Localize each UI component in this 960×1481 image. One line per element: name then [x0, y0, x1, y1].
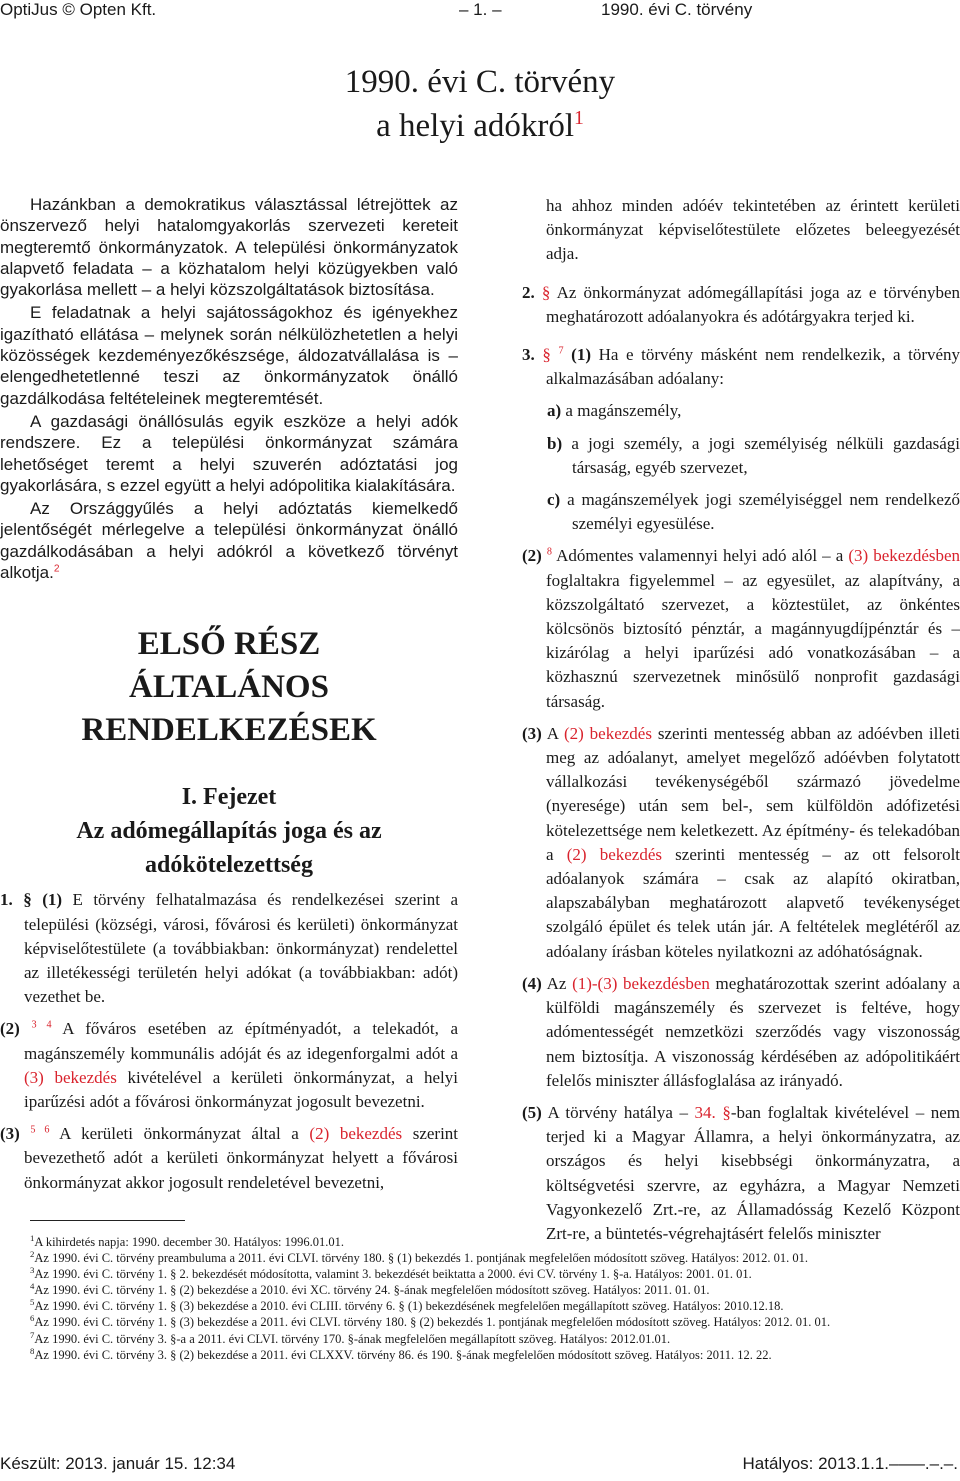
s1-paragraph-3: (3) $^{5 6}$ A kerületi önkormányzat által a (2) bekezdés szerint bevezethető adót a kerületi önkormányzat helyett a fővárosi önkormányzat akkor jogosult rendeletével bevezetni,	[0, 1124, 459, 1192]
preamble-paragraph: Hazánkban a demokratikus választással létrejöttek az önszervező helyi hatalomgyakorlás szervezeti kereteit megteremtő önkormányzatok. A települési önkormányzatok alapvető feladata – a közhatalom helyi közügyekben való gyakorlása mellett – a helyi közszolgáltatások biztosítása.	[0, 195, 458, 300]
footnote: $^2$Az 1990. évi C. törvény preambuluma a 2011. évi CLVI. törvény 180. § (1) bekezdés 1. pontjának megfelelően módosított szöveg. Hatályos: 2012. 01. 01.	[30, 1248, 808, 1266]
list-item-c: c) a magánszemélyek jogi személyiséggel nem rendelkező személyi egyesülése.	[547, 490, 960, 534]
preamble-paragraph: E feladatnak a helyi sajátosságokhoz és igényekhez igazítható ellátása – melynek során nélkülözhetetlen a helyi közösségek kezdeményezőkészsége, áldozatvállalása is – elengedhetetlenné teszi az önkormányzatok önálló gazdálkodása feltételeinek megteremtését.	[0, 303, 458, 408]
footnote: $^3$Az 1990. évi C. törvény 1. § 2. bekezdését módosította, valamint 3. bekezdését beiktatta a 2000. évi CV. törvény 1. §-a. Hatályos: 2001. 01. 01.	[30, 1265, 752, 1282]
cross-reference-link[interactable]: (1)-(3) bekezdésben	[572, 973, 710, 993]
s1-paragraph-2: (2) $^{3 4}$ A főváros esetében az építményadót, a telekadót, a magánszemély kommunális adóját és az idegenforgalmi adót a (3) bekezdés kivételével a kerületi önkormányzat, a helyi iparűzési adót a fővárosi önkormányzat jogosult bevezetni.	[0, 1019, 459, 1111]
section-sign-link[interactable]: §	[541, 282, 551, 302]
footnote: $^4$Az 1990. évi C. törvény 1. § (2) bekezdése a 2010. évi XC. törvény 24. §-ának megfelelően módosított szöveg. Hatályos: 2011. 01. 01.	[30, 1281, 710, 1298]
cross-reference-link[interactable]: 34. §	[694, 1102, 731, 1122]
effective-date: Hatályos: 2013.1.1.–—–.–.–.	[742, 1454, 958, 1473]
cross-reference-link[interactable]: (3) bekezdés	[24, 1067, 117, 1087]
cross-reference-link[interactable]: (2) bekezdés	[563, 723, 652, 743]
list-item-a: a) a magánszemély,	[547, 401, 682, 421]
footnote-divider	[30, 1220, 185, 1221]
footnote: $^7$Az 1990. évi C. törvény 3. §-a a 2011. évi CLVI. törvény 170. §-ának megfelelően megállapított szöveg. Hatályos: 2012.01.01.	[30, 1329, 671, 1346]
section-1	[0, 888, 458, 1194]
cross-reference-link[interactable]: (2) bekezdés	[309, 1124, 403, 1144]
section-2: 2. § Az önkormányzat adómegállapítási joga az e törvényben meghatározott adóalanyokra és adótárgyakra terjed ki.	[522, 282, 960, 326]
section-sign-link[interactable]: §	[542, 345, 551, 365]
s1-paragraph-3-continued: ha ahhoz minden adóév tekintetében az érintett kerületi önkormányzat képviselőtestülete előzetes beleegyezését adja.	[546, 196, 960, 264]
chapter-heading: I. Fejezet Az adómegállapítás joga és az adókötelezettség	[76, 784, 382, 879]
part-heading: ELSŐ RÉSZ ÁLTALÁNOS RENDELKEZÉSEK	[81, 626, 377, 749]
footnote-ref[interactable]: 2	[53, 563, 60, 575]
title-line-1: 1990. évi C. törvény	[344, 64, 616, 100]
created-date: Készült: 2013. január 15. 12:34	[0, 1454, 236, 1473]
cross-reference-link[interactable]: (2) bekezdés	[566, 844, 662, 864]
preamble-paragraph: A gazdasági önállósulás egyik eszköze a helyi adók rendszere. Ez a települési önkormányzat számára lehetőséget teremt a helyi szuverén adóztatási jog gyakorlására, s ezzel együtt a helyi adópolitika kialakítására.	[0, 411, 458, 495]
page-header	[0, 0, 960, 24]
s1-paragraph-1: 1. § (1) E törvény felhatalmazása és rendelkezései szerint a települési (községi, városi, fővárosi és kerületi) önkormányzat képviselőtestülete (a továbbiakban: önkormányzat) rendelettel az illetékességi területén helyi adókat (a továbbiakban: adót) vezethet be.	[0, 890, 459, 1007]
left-column	[0, 194, 458, 1195]
s3-paragraph-4: (4) Az (1)-(3) bekezdésben meghatározottak szerint adóalany a külföldi magánszemély és szervezet is feltéve, hogy adómentességét nemzetközi szerződés vagy viszonosság nem biztosítja. A viszonosság kérdésében az adópolitikáért felelős miniszter állásfoglalása az irányadó.	[522, 973, 960, 1090]
footnotes	[0, 1234, 950, 1363]
publisher-label: OptiJus © Opten Kft.	[0, 0, 157, 19]
footnote-ref[interactable]: 1	[574, 107, 584, 129]
preamble-paragraph: Az Országgyűlés a helyi adóztatás kiemelkedő jelentőségét mérlegelve a települési önkormányzat önálló gazdálkodásában a helyi adókról a következő törvényt alkotja.$^2$	[0, 499, 458, 583]
document-title	[0, 60, 960, 148]
s3-paragraph-1: 3. § $^7$ (1) Ha e törvény másként nem rendelkezik, a törvény alkalmazásában adóalany:	[522, 345, 960, 389]
footnote: $^6$Az 1990. évi C. törvény 1. § (3) bekezdése a 2011. évi CLVI. törvény 180. § (2) bekezdés 1. pontjának megfelelően módosított szöveg. Hatályos: 2012. 01. 01.	[30, 1313, 831, 1330]
right-column	[522, 194, 960, 1246]
footnote-ref[interactable]: 5 6	[30, 1124, 50, 1136]
s3-paragraph-3: (3) A (2) bekezdés szerinti mentesség abban az adóévben illeti meg az adóalanyt, amelyet megelőző adóévben folytatott vállalkozási tevékenységéből származó jövedelme (nyeresége) után sem bel-, sem külföldön adófizetési kötelezettsége nem keletkezett. Az építmény- és telekadóban a (2) bekezdés szerinti mentesség – az ott felsorolt adóalanyok számára – csak az alapító okiratban, alapszabályban meghatározott alapvető tevékenységet szolgáló épület és telek után jár. A feltételek meglétéről az adóalany írásban köteles nyilatkozni az adóhatóságnak.	[522, 723, 960, 961]
cross-reference-link[interactable]: (3) bekezdésben	[848, 546, 960, 566]
footnote-ref[interactable]: 3 4	[31, 1019, 52, 1031]
title-line-2: a helyi adókról$^1$	[376, 107, 584, 144]
s3-paragraph-5: (5) A törvény hatálya – 34. §-ban foglaltak kivételével – nem terjed ki a Magyar Államra, a helyi önkormányzatra, az országos és helyi kisebbségi önkormányzatra, a költségvetési szervre, az egyházra, a Magyar Nemzeti Vagyonkezelő Zrt.-re, az Államadósság Kezelő Központ Zrt-re, a büntetés-végrehajtásért felelős miniszter	[522, 1102, 960, 1243]
s3-paragraph-2: (2) $^8$ Adómentes valamennyi helyi adó alól – a (3) bekezdésben foglaltakra figyelemmel – az egyesület, az alapítvány, a közszolgáltató szervezet, a köztestület, az önkéntes kölcsönös biztosító pénztár, a magánnyugdíjpénztár és – kizárólag a helyi iparűzési adó vonatkozásában – a közhasznú szervezetnek minősülő nonprofit gazdasági társaság.	[522, 546, 960, 711]
footnote-ref[interactable]: 7	[558, 345, 564, 357]
page-number: – 1. –	[459, 0, 502, 19]
footnote: $^1$A kihirdetés napja: 1990. december 30. Hatályos: 1996.01.01.	[30, 1232, 345, 1249]
footnote-ref[interactable]: 8	[546, 546, 552, 558]
footnote: $^5$Az 1990. évi C. törvény 1. § (3) bekezdése a 2010. évi CLIII. törvény 6. § (1) bekezdésének megfelelően megállapított szöveg. Hatályos: 2010.12.18.	[30, 1297, 784, 1314]
list-item-b: b) a jogi személy, a jogi személyiség nélküli gazdasági társaság, egyéb szervezet,	[547, 433, 960, 477]
law-reference: 1990. évi C. törvény	[601, 0, 753, 19]
footnote: $^8$Az 1990. évi C. törvény 3. § (2) bekezdése a 2011. évi CLXXV. törvény 86. és 190. §-ának megfelelően módosított szöveg. Hatályos: 2011. 12. 22.	[30, 1345, 772, 1362]
